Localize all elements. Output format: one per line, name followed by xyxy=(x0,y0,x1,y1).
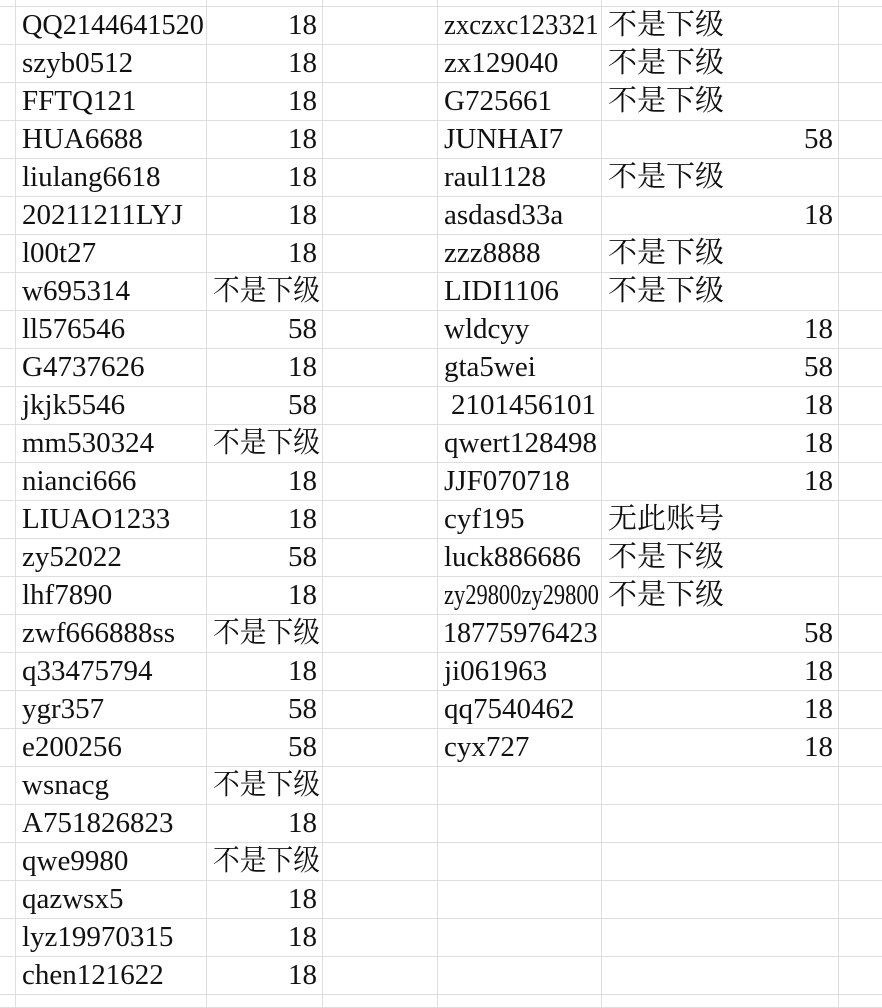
cell-account-left-text: lyz19970315 xyxy=(22,921,174,953)
cell-gap[interactable] xyxy=(323,273,438,311)
cell-right-filler[interactable] xyxy=(839,197,882,235)
cell-right-filler[interactable] xyxy=(839,45,882,83)
cell-account-left[interactable] xyxy=(16,121,207,159)
cell-value-right[interactable] xyxy=(602,349,839,387)
cell-value-right[interactable] xyxy=(602,691,839,729)
cell-left-sliver[interactable] xyxy=(0,387,16,425)
cell-value-left-text: 18 xyxy=(288,47,317,79)
cell-account-left-text: chen121622 xyxy=(22,959,164,991)
cell-account-right[interactable] xyxy=(438,957,602,995)
cell-value-left[interactable] xyxy=(207,45,323,83)
cell-right-filler[interactable] xyxy=(839,83,882,121)
cell-account-right[interactable] xyxy=(438,425,602,463)
cell-bottom-sliver[interactable] xyxy=(0,995,16,1008)
cell-gap[interactable] xyxy=(323,235,438,273)
cell-account-left-text: zwf666888ss xyxy=(22,617,176,649)
cell-account-left-text: lhf7890 xyxy=(22,579,113,611)
cell-left-sliver[interactable] xyxy=(0,425,16,463)
cell-value-right-text: 58 xyxy=(804,123,833,155)
cell-account-left[interactable] xyxy=(16,691,207,729)
cell-account-left-text: qazwsx5 xyxy=(22,883,124,915)
cell-value-left-text: 18 xyxy=(288,237,317,269)
cell-value-right-text: 18 xyxy=(804,313,833,345)
cell-gap[interactable] xyxy=(323,881,438,919)
cell-right-filler[interactable] xyxy=(839,121,882,159)
cell-right-filler[interactable] xyxy=(839,805,882,843)
cell-account-right[interactable] xyxy=(438,45,602,83)
cell-gap[interactable] xyxy=(323,691,438,729)
cell-left-sliver[interactable] xyxy=(0,957,16,995)
cell-right-filler[interactable] xyxy=(839,691,882,729)
cell-gap[interactable] xyxy=(323,83,438,121)
cell-gap[interactable] xyxy=(323,729,438,767)
cell-gap[interactable] xyxy=(323,463,438,501)
cell-value-left-text: 18 xyxy=(288,503,317,535)
cell-account-right[interactable] xyxy=(438,273,602,311)
cell-value-left[interactable] xyxy=(207,539,323,577)
cell-account-left-text: wsnacg xyxy=(22,769,109,801)
cell-gap[interactable] xyxy=(323,425,438,463)
cell-value-left[interactable] xyxy=(207,729,323,767)
cell-value-right[interactable] xyxy=(602,957,839,995)
cell-value-left[interactable] xyxy=(207,501,323,539)
cell-left-sliver[interactable] xyxy=(0,691,16,729)
cell-account-right[interactable] xyxy=(438,805,602,843)
cell-right-filler[interactable] xyxy=(839,273,882,311)
cell-value-left[interactable] xyxy=(207,7,323,45)
cell-account-left[interactable] xyxy=(16,919,207,957)
cell-value-left-text: 18 xyxy=(288,85,317,117)
cell-gap[interactable] xyxy=(323,501,438,539)
cell-value-right-text: 不是下级 xyxy=(608,9,725,41)
cell-left-sliver[interactable] xyxy=(0,121,16,159)
cell-left-sliver[interactable] xyxy=(0,235,16,273)
cell-value-left-text: 58 xyxy=(288,693,317,725)
cell-right-filler[interactable] xyxy=(839,653,882,691)
cell-value-right-text: 不是下级 xyxy=(608,275,725,307)
cell-right-filler[interactable] xyxy=(839,615,882,653)
cell-value-right-text: 18 xyxy=(804,731,833,763)
cell-account-left[interactable] xyxy=(16,197,207,235)
cell-account-left-text: nianci666 xyxy=(22,465,137,497)
cell-account-left[interactable] xyxy=(16,235,207,273)
cell-value-right-text: 18 xyxy=(804,465,833,497)
cell-value-right-text: 18 xyxy=(804,389,833,421)
cell-value-right[interactable] xyxy=(602,881,839,919)
cell-right-filler[interactable] xyxy=(839,425,882,463)
cell-value-left-text: 18 xyxy=(288,351,317,383)
cell-top-sliver[interactable] xyxy=(602,0,839,7)
cell-account-right-text: asdasd33a xyxy=(444,199,564,231)
cell-value-right-text: 不是下级 xyxy=(608,161,725,193)
cell-value-left-text: 不是下级 xyxy=(213,617,320,649)
cell-account-right[interactable] xyxy=(438,387,602,425)
cell-value-right-text: 58 xyxy=(804,351,833,383)
cell-account-right[interactable] xyxy=(438,463,602,501)
cell-account-left[interactable] xyxy=(16,501,207,539)
cell-left-sliver[interactable] xyxy=(0,767,16,805)
cell-account-left-text: HUA6688 xyxy=(22,123,143,155)
cell-account-right[interactable] xyxy=(438,7,602,45)
cell-account-right[interactable] xyxy=(438,235,602,273)
cell-value-left[interactable] xyxy=(207,843,323,881)
cell-right-filler[interactable] xyxy=(839,387,882,425)
cell-gap[interactable] xyxy=(323,615,438,653)
cell-value-left-text: 不是下级 xyxy=(213,845,320,877)
cell-account-right[interactable] xyxy=(438,83,602,121)
cell-account-right[interactable] xyxy=(438,729,602,767)
cell-value-right[interactable] xyxy=(602,7,839,45)
cell-right-filler[interactable] xyxy=(839,7,882,45)
cell-account-right[interactable] xyxy=(438,197,602,235)
cell-value-right-text: 18 xyxy=(804,693,833,725)
cell-right-filler[interactable] xyxy=(839,539,882,577)
cell-value-right[interactable] xyxy=(602,387,839,425)
cell-account-left[interactable] xyxy=(16,273,207,311)
cell-value-left-text: 18 xyxy=(288,465,317,497)
cell-account-left-text: mm530324 xyxy=(22,427,155,459)
cell-gap[interactable] xyxy=(323,45,438,83)
cell-gap[interactable] xyxy=(323,387,438,425)
cell-value-right-text: 不是下级 xyxy=(608,579,725,611)
cell-right-filler[interactable] xyxy=(839,843,882,881)
cell-value-left[interactable] xyxy=(207,919,323,957)
cell-value-left[interactable] xyxy=(207,311,323,349)
cell-account-left-text: liulang6618 xyxy=(22,161,161,193)
cell-value-right[interactable] xyxy=(602,83,839,121)
cell-left-sliver[interactable] xyxy=(0,501,16,539)
cell-gap[interactable] xyxy=(323,197,438,235)
cell-left-sliver[interactable] xyxy=(0,577,16,615)
cell-gap[interactable] xyxy=(323,7,438,45)
cell-value-left-text: 58 xyxy=(288,541,317,573)
cell-value-right[interactable] xyxy=(602,805,839,843)
cell-gap[interactable] xyxy=(323,311,438,349)
cell-gap[interactable] xyxy=(323,957,438,995)
cell-left-sliver[interactable] xyxy=(0,159,16,197)
cell-value-left[interactable] xyxy=(207,425,323,463)
cell-bottom-sliver[interactable] xyxy=(438,995,602,1008)
cell-bottom-sliver[interactable] xyxy=(839,995,882,1008)
cell-account-right[interactable] xyxy=(438,615,602,653)
cell-value-right-text: 58 xyxy=(804,617,833,649)
cell-left-sliver[interactable] xyxy=(0,83,16,121)
cell-gap[interactable] xyxy=(323,767,438,805)
cell-account-left-text: QQ2144641520 xyxy=(22,9,204,41)
cell-gap[interactable] xyxy=(323,843,438,881)
cell-account-right[interactable] xyxy=(438,653,602,691)
cell-value-left[interactable] xyxy=(207,387,323,425)
cell-left-sliver[interactable] xyxy=(0,539,16,577)
cell-left-sliver[interactable] xyxy=(0,729,16,767)
cell-account-left-text: ygr357 xyxy=(22,693,105,725)
cell-account-right-text: wldcyy xyxy=(444,313,530,345)
cell-right-filler[interactable] xyxy=(839,881,882,919)
cell-account-right-text: cyf195 xyxy=(444,503,525,535)
cell-account-left-text: FFTQ121 xyxy=(22,85,137,117)
cell-gap[interactable] xyxy=(323,919,438,957)
cell-value-right[interactable] xyxy=(602,729,839,767)
cell-value-right[interactable] xyxy=(602,653,839,691)
cell-value-left-text: 18 xyxy=(288,883,317,915)
cell-value-right[interactable] xyxy=(602,919,839,957)
cell-account-left[interactable] xyxy=(16,577,207,615)
cell-left-sliver[interactable] xyxy=(0,349,16,387)
cell-value-left[interactable] xyxy=(207,767,323,805)
cell-value-left-text: 18 xyxy=(288,161,317,193)
cell-value-right-text: 不是下级 xyxy=(608,541,725,573)
cell-top-sliver[interactable] xyxy=(0,0,16,7)
cell-bottom-sliver[interactable] xyxy=(602,995,839,1008)
cell-account-right-text: ji061963 xyxy=(444,655,548,687)
cell-gap[interactable] xyxy=(323,349,438,387)
cell-account-right[interactable] xyxy=(438,919,602,957)
cell-right-filler[interactable] xyxy=(839,501,882,539)
cell-value-right[interactable] xyxy=(602,615,839,653)
cell-value-right-text: 18 xyxy=(804,427,833,459)
cell-right-filler[interactable] xyxy=(839,767,882,805)
cell-account-left[interactable] xyxy=(16,7,207,45)
cell-value-left[interactable] xyxy=(207,349,323,387)
cell-account-left[interactable] xyxy=(16,539,207,577)
cell-value-left[interactable] xyxy=(207,235,323,273)
cell-bottom-sliver[interactable] xyxy=(16,995,207,1008)
cell-account-left-text: G4737626 xyxy=(22,351,145,383)
cell-left-sliver[interactable] xyxy=(0,197,16,235)
cell-account-right-text: qq7540462 xyxy=(444,693,575,725)
cell-account-left-text: ll576546 xyxy=(22,313,126,345)
cell-account-right[interactable] xyxy=(438,843,602,881)
cell-left-sliver[interactable] xyxy=(0,653,16,691)
cell-account-left[interactable] xyxy=(16,767,207,805)
cell-account-right[interactable] xyxy=(438,311,602,349)
cell-left-sliver[interactable] xyxy=(0,843,16,881)
cell-value-right[interactable] xyxy=(602,235,839,273)
cell-value-left-text: 不是下级 xyxy=(213,769,320,801)
cell-account-right-text: JJF070718 xyxy=(444,465,570,497)
cell-right-filler[interactable] xyxy=(839,235,882,273)
cell-value-right[interactable] xyxy=(602,197,839,235)
cell-account-right-text: 18775976423 xyxy=(442,617,598,649)
cell-account-left[interactable] xyxy=(16,881,207,919)
cell-account-left[interactable] xyxy=(16,83,207,121)
cell-value-right[interactable] xyxy=(602,45,839,83)
cell-account-left-text: zy52022 xyxy=(22,541,122,573)
cell-value-right-text: 不是下级 xyxy=(608,47,725,79)
cell-account-right-text: zxczxc123321 xyxy=(444,9,599,41)
cell-top-sliver[interactable] xyxy=(207,0,323,7)
cell-value-left-text: 18 xyxy=(288,921,317,953)
cell-gap[interactable] xyxy=(323,653,438,691)
cell-value-right[interactable] xyxy=(602,463,839,501)
cell-value-left[interactable] xyxy=(207,653,323,691)
cell-value-right[interactable] xyxy=(602,121,839,159)
cell-account-left-text: A751826823 xyxy=(22,807,174,839)
cell-account-right[interactable] xyxy=(438,501,602,539)
cell-top-sliver[interactable] xyxy=(323,0,438,7)
cell-gap[interactable] xyxy=(323,159,438,197)
cell-account-left-text: e200256 xyxy=(22,731,122,763)
cell-account-left[interactable] xyxy=(16,957,207,995)
cell-value-right-text: 不是下级 xyxy=(608,237,725,269)
cell-account-left-text: 20211211LYJ xyxy=(22,199,183,231)
cell-value-left[interactable] xyxy=(207,463,323,501)
cell-gap[interactable] xyxy=(323,539,438,577)
cell-account-right[interactable] xyxy=(438,349,602,387)
cell-value-left[interactable] xyxy=(207,691,323,729)
cell-value-right-text: 18 xyxy=(804,655,833,687)
cell-value-left-text: 18 xyxy=(288,807,317,839)
cell-value-left[interactable] xyxy=(207,273,323,311)
cell-right-filler[interactable] xyxy=(839,919,882,957)
cell-account-right[interactable] xyxy=(438,691,602,729)
cell-left-sliver[interactable] xyxy=(0,919,16,957)
cell-account-right[interactable] xyxy=(438,881,602,919)
cell-value-left-text: 58 xyxy=(288,389,317,421)
cell-bottom-sliver[interactable] xyxy=(323,995,438,1008)
cell-account-left[interactable] xyxy=(16,843,207,881)
cell-value-left[interactable] xyxy=(207,197,323,235)
cell-value-left-text: 18 xyxy=(288,9,317,41)
cell-value-left-text: 不是下级 xyxy=(213,427,320,459)
cell-value-left-text: 不是下级 xyxy=(213,275,320,307)
cell-account-right-text: LIDI1106 xyxy=(444,275,559,307)
cell-top-sliver[interactable] xyxy=(839,0,882,7)
cell-value-left-text: 18 xyxy=(288,579,317,611)
cell-value-left[interactable] xyxy=(207,615,323,653)
cell-left-sliver[interactable] xyxy=(0,273,16,311)
cell-account-left-text: jkjk5546 xyxy=(22,389,126,421)
cell-value-right[interactable] xyxy=(602,501,839,539)
cell-account-left[interactable] xyxy=(16,159,207,197)
cell-value-right[interactable] xyxy=(602,767,839,805)
cell-account-right[interactable] xyxy=(438,539,602,577)
cell-value-right-text: 无此账号 xyxy=(608,503,725,535)
cell-right-filler[interactable] xyxy=(839,577,882,615)
cell-value-right[interactable] xyxy=(602,273,839,311)
cell-account-right-text: cyx727 xyxy=(444,731,530,763)
cell-value-left[interactable] xyxy=(207,881,323,919)
cell-value-left[interactable] xyxy=(207,957,323,995)
cell-account-right[interactable] xyxy=(438,121,602,159)
cell-account-left-text: w695314 xyxy=(22,275,130,307)
cell-account-right-text: qwert128498 xyxy=(444,427,598,459)
cell-left-sliver[interactable] xyxy=(0,805,16,843)
cell-left-sliver[interactable] xyxy=(0,615,16,653)
cell-value-left[interactable] xyxy=(207,159,323,197)
cell-account-right-text: G725661 xyxy=(444,85,552,117)
cell-value-left[interactable] xyxy=(207,121,323,159)
cell-gap[interactable] xyxy=(323,577,438,615)
cell-right-filler[interactable] xyxy=(839,957,882,995)
cell-account-right-text: raul1128 xyxy=(444,161,547,193)
cell-value-right[interactable] xyxy=(602,539,839,577)
cell-value-left-text: 18 xyxy=(288,959,317,991)
cell-account-right-text: luck886686 xyxy=(444,541,581,573)
cell-account-right-text: 2101456101 xyxy=(451,389,596,421)
cell-account-left-text: LIUAO1233 xyxy=(22,503,171,535)
cell-top-sliver[interactable] xyxy=(16,0,207,7)
cell-left-sliver[interactable] xyxy=(0,881,16,919)
cell-account-right-text: zx129040 xyxy=(444,47,559,79)
cell-account-right[interactable] xyxy=(438,767,602,805)
cell-value-left-text: 18 xyxy=(288,199,317,231)
cell-value-left-text: 58 xyxy=(288,731,317,763)
cell-value-left[interactable] xyxy=(207,577,323,615)
cell-account-left[interactable] xyxy=(16,463,207,501)
cell-left-sliver[interactable] xyxy=(0,7,16,45)
cell-value-right-text: 不是下级 xyxy=(608,85,725,117)
cell-account-left[interactable] xyxy=(16,45,207,83)
cell-account-left[interactable] xyxy=(16,729,207,767)
cell-account-left[interactable] xyxy=(16,805,207,843)
cell-right-filler[interactable] xyxy=(839,159,882,197)
cell-left-sliver[interactable] xyxy=(0,45,16,83)
cell-left-sliver[interactable] xyxy=(0,463,16,501)
cell-value-right[interactable] xyxy=(602,843,839,881)
cell-right-filler[interactable] xyxy=(839,463,882,501)
cell-account-right[interactable] xyxy=(438,577,602,615)
cell-bottom-sliver[interactable] xyxy=(207,995,323,1008)
cell-account-left[interactable] xyxy=(16,311,207,349)
cell-account-left[interactable] xyxy=(16,425,207,463)
cell-value-right[interactable] xyxy=(602,577,839,615)
cell-value-left-text: 18 xyxy=(288,655,317,687)
cell-account-right-text: JUNHAI7 xyxy=(444,123,564,155)
cell-value-right-text: 18 xyxy=(804,199,833,231)
cell-account-right-text: gta5wei xyxy=(444,351,536,383)
cell-account-left-text: l00t27 xyxy=(22,237,97,269)
cell-top-sliver[interactable] xyxy=(438,0,602,7)
cell-right-filler[interactable] xyxy=(839,349,882,387)
cell-account-left-text: qwe9980 xyxy=(22,845,129,877)
cell-account-left[interactable] xyxy=(16,349,207,387)
cell-right-filler[interactable] xyxy=(839,729,882,767)
cell-gap[interactable] xyxy=(323,805,438,843)
cell-value-left[interactable] xyxy=(207,805,323,843)
cell-value-right[interactable] xyxy=(602,159,839,197)
cell-value-right[interactable] xyxy=(602,311,839,349)
cell-left-sliver[interactable] xyxy=(0,311,16,349)
cell-right-filler[interactable] xyxy=(839,311,882,349)
cell-account-left-text: szyb0512 xyxy=(22,47,134,79)
cell-account-left[interactable] xyxy=(16,387,207,425)
cell-account-right-text: zy29800zy29800 xyxy=(444,579,599,611)
cell-value-left-text: 58 xyxy=(288,313,317,345)
cell-account-right[interactable] xyxy=(438,159,602,197)
cell-account-left-text: q33475794 xyxy=(22,655,153,687)
cell-account-right-text: zzz8888 xyxy=(444,237,541,269)
cell-account-left[interactable] xyxy=(16,653,207,691)
cell-value-left[interactable] xyxy=(207,83,323,121)
cell-value-left-text: 18 xyxy=(288,123,317,155)
cell-account-left[interactable] xyxy=(16,615,207,653)
cell-value-right[interactable] xyxy=(602,425,839,463)
cell-gap[interactable] xyxy=(323,121,438,159)
